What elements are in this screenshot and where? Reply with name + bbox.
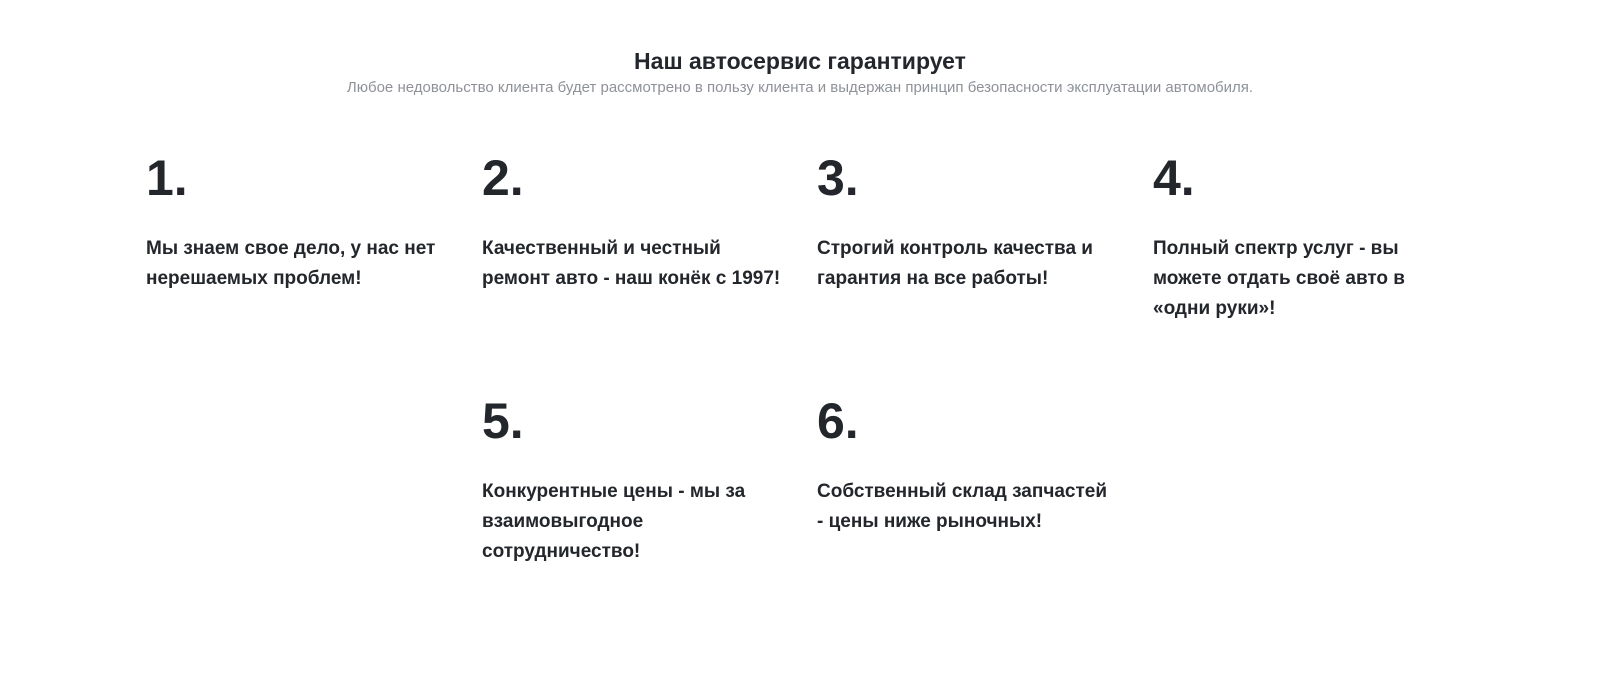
guarantee-number: 1. [146,150,188,206]
guarantee-number: 5. [482,393,524,449]
guarantee-card-1 [146,148,446,294]
guarantee-text: Строгий контроль качества и гарантия на все работы! [817,238,1093,289]
section-subtitle: Любое недовольство клиента будет рассмотрено в пользу клиента и выдержан принцип безопасности эксплуатации автомобиля. [346,79,1254,96]
guarantee-card-4 [1153,148,1453,324]
guarantee-number: 4. [1153,150,1195,206]
guarantee-card-3 [817,148,1117,294]
guarantee-number: 3. [817,150,859,206]
section-title: Наш автосервис гарантирует [634,48,966,74]
guarantee-text: Конкурентные цены - мы за взаимовыгодное сотрудничество! [482,481,746,562]
guarantee-text: Полный спектр услуг - вы можете отдать своё авто в «одни руки»! [1153,238,1405,319]
guarantee-number: 2. [482,150,524,206]
guarantee-number: 6. [817,393,859,449]
guarantee-card-2 [482,148,782,294]
guarantee-text: Собственный склад запчастей - цены ниже рыночных! [817,481,1108,532]
guarantee-card-5 [482,391,782,567]
guarantee-text: Качественный и честный ремонт авто - наш конёк с 1997! [482,238,781,289]
guarantee-text: Мы знаем свое дело, у нас нет нерешаемых проблем! [146,238,436,289]
guarantee-card-6 [817,391,1117,537]
